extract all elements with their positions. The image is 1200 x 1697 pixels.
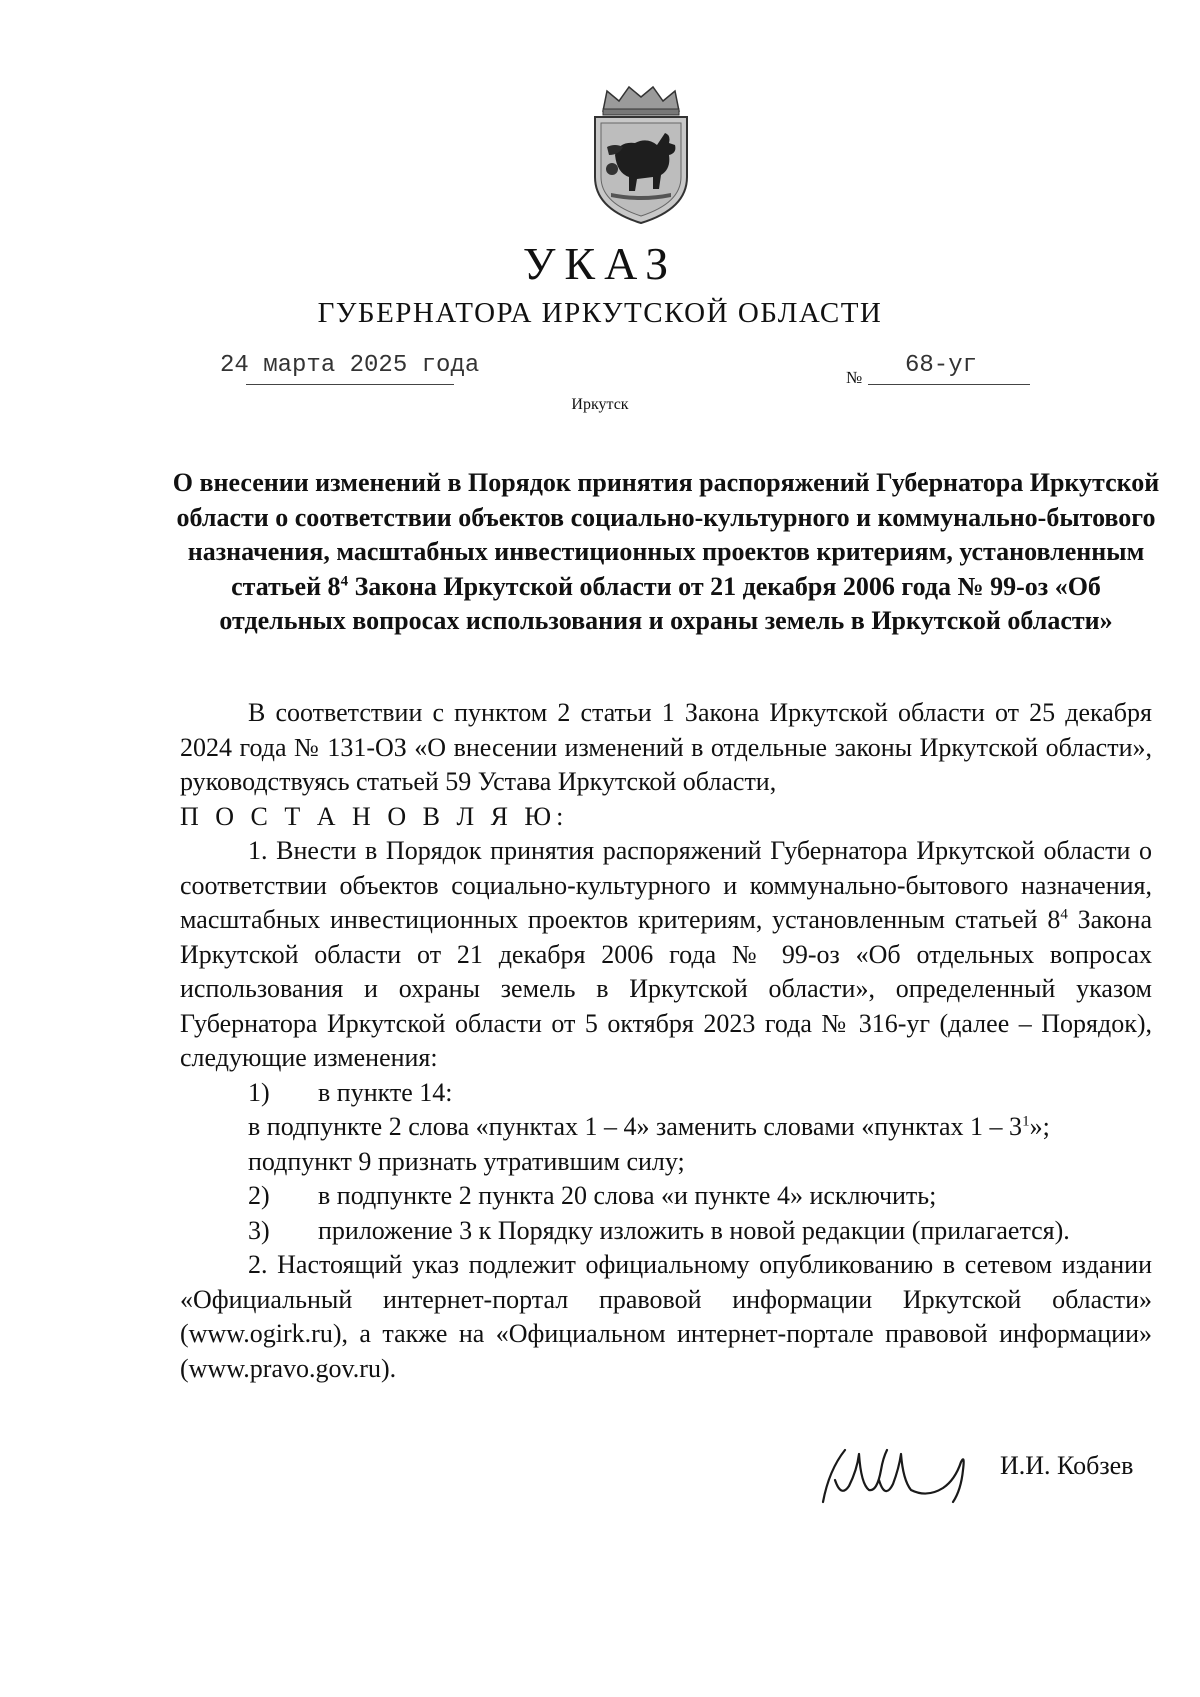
document-type: УКАЗ [522, 238, 678, 289]
title-text-part2: Закона Иркутской области от 21 декабря 2006 года № 99-оз «Об отдельных вопросах использования и охраны земель в Иркутской области» [219, 571, 1113, 635]
subitem-1 [180, 1076, 1152, 1111]
preamble-paragraph: В соответствии с пунктом 2 статьи 1 Закона Иркутской области от 25 декабря 2024 года № 131-ОЗ «О внесении изменений в отдельные законы Иркутской области», руководствуясь статьей 59 Устава Иркутской области, [180, 698, 1152, 796]
decree-word: П О С Т А Н О В Л Я Ю: [180, 801, 569, 831]
subitem-2-text: в подпункте 2 пункта 20 слова «и пункте 4» исключить; [318, 1181, 937, 1210]
subitem-1-line-1-part2: »; [1029, 1112, 1050, 1141]
item-1-superscript: 4 [1060, 906, 1068, 923]
item-2-paragraph: 2. Настоящий указ подлежит официальному опубликованию в сетевом издании «Официальный интернет-портал правовой информации Иркутской области» (www.ogirk.ru), а также на «Официальном интернет-портале правовой информации» (www.pravo.gov.ru). [180, 1250, 1152, 1383]
subitem-3-number: 3) [248, 1215, 270, 1245]
subitem-1-number: 1) [248, 1077, 270, 1107]
subitem-3-text: приложение 3 к Порядку изложить в новой редакции (прилагается). [318, 1215, 1070, 1245]
subitem-2 [180, 1179, 1152, 1214]
subitem-3 [180, 1214, 1152, 1249]
document-city: Иркутск [571, 396, 629, 413]
item-1-text-part1: 1. Внести в Порядок принятия распоряжений Губернатора Иркутской области о соответствии объектов социально-культурного и коммунально-бытового назначения, масштабных инвестиционных проектов критериям, установленным статьей 8 [180, 836, 1152, 934]
number-sign: № [846, 368, 863, 387]
subitem-1-line-1 [180, 1110, 1152, 1145]
subitem-1-line-2: подпункт 9 признать утратившим силу; [248, 1146, 685, 1176]
document-title [170, 466, 1162, 639]
document-body [180, 696, 1152, 1386]
title-superscript: 4 [340, 572, 349, 589]
subitem-2-number: 2) [248, 1181, 270, 1210]
coat-of-arms-icon [585, 85, 697, 225]
item-1-paragraph [180, 834, 1152, 1076]
document-issuer: ГУБЕРНАТОРА ИРКУТСКОЙ ОБЛАСТИ [317, 297, 883, 329]
number-underline [868, 384, 1030, 385]
title-text-part1: О внесении изменений в Порядок принятия распоряжений Губернатора Иркутской области о соответствии объектов социально-культурного и коммунально-бытового назначения, масштабных инвестиционных проектов критериям, установленным статьей 8 [172, 468, 1160, 601]
subitem-1-line-1-part1: в подпункте 2 слова «пунктах 1 – 4» заменить словами «пунктах 1 – 3 [248, 1112, 1023, 1141]
document-date: 24 марта 2025 года [220, 352, 480, 379]
handwritten-signature-icon [815, 1440, 985, 1510]
subitem-1-superscript: 1 [1022, 1113, 1030, 1130]
item-1-text-part2: Закона Иркутской области от 21 декабря 2006 года № 99-оз «Об отдельных вопросах использования и охраны земель в Иркутской области», определенный указом Губернатора Иркутской области от 5 октября 2023 года № 316-уг (далее – Порядок), следующие изменения: [180, 905, 1152, 1072]
subitem-1-text: в пункте 14: [318, 1077, 453, 1107]
date-underline [246, 384, 454, 385]
document-number: 68-уг [905, 352, 978, 379]
signer-name: И.И. Кобзев [1000, 1451, 1134, 1480]
